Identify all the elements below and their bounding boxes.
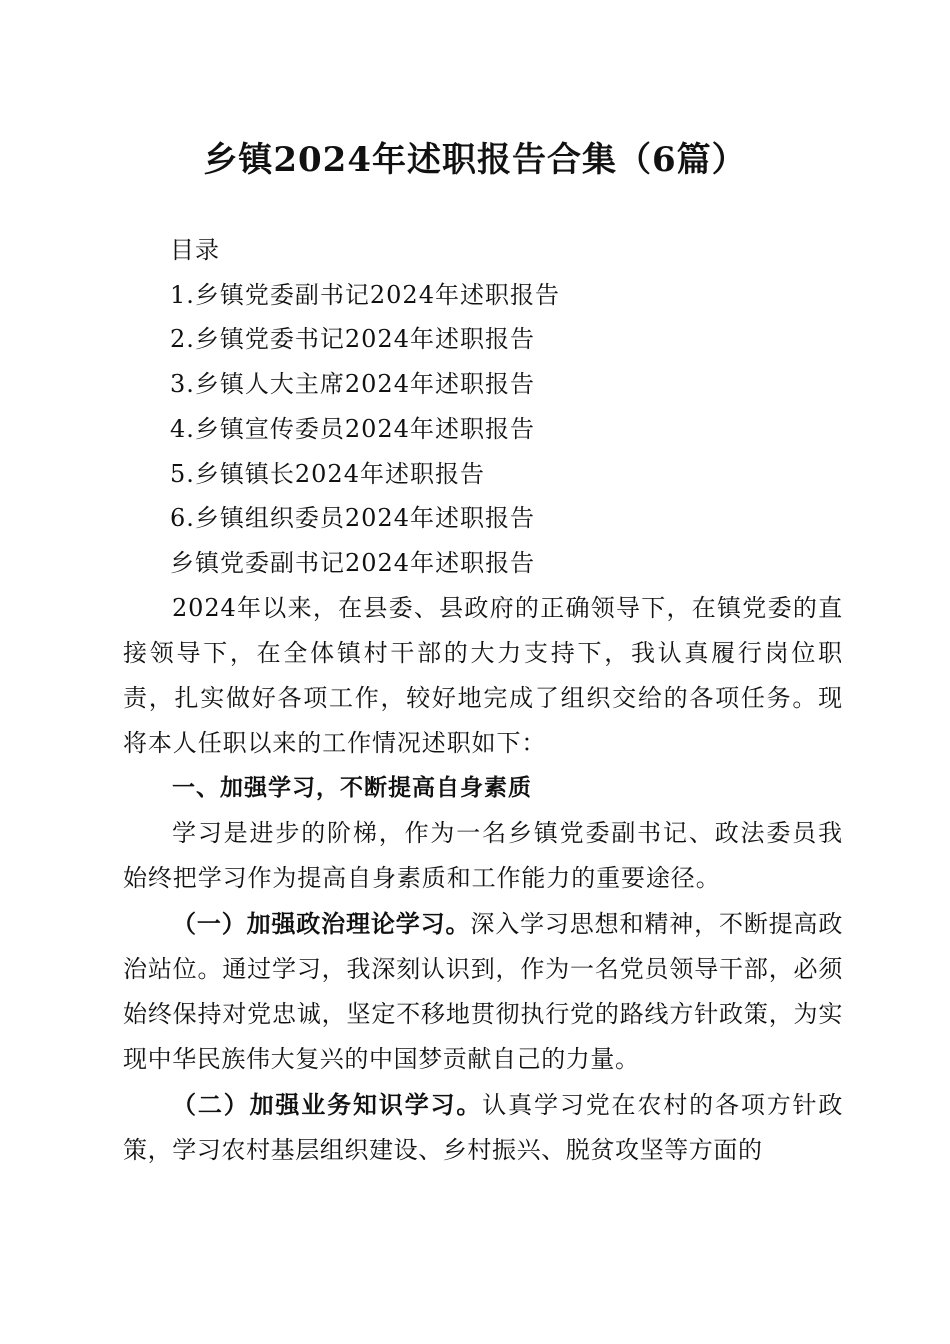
- subsection-paragraph: [123, 1082, 843, 1173]
- toc-item[interactable]: 1.乡镇党委副书记2024年述职报告: [170, 280, 560, 309]
- subsection-lead: （一）加强政治理论学习。: [172, 909, 471, 938]
- toc-item[interactable]: 2.乡镇党委书记2024年述职报告: [170, 325, 535, 354]
- toc-item[interactable]: 6.乡镇组织委员2024年述职报告: [170, 504, 535, 533]
- section-heading: 一、加强学习，不断提高自身素质: [172, 775, 532, 801]
- document-title: 乡镇2024年述职报告合集（6篇）: [203, 140, 747, 180]
- table-of-contents: [170, 228, 870, 586]
- article-title: 乡镇党委副书记2024年述职报告: [170, 548, 536, 577]
- subsection-paragraph: [123, 901, 843, 1082]
- section-paragraph: 学习是进步的阶梯，作为一名乡镇党委副书记、政法委员我始终把学习作为提高自身素质和工作能力的重要途径。: [123, 819, 843, 892]
- article-body: [123, 586, 843, 1173]
- toc-item[interactable]: 4.乡镇宣传委员2024年述职报告: [170, 414, 535, 443]
- intro-paragraph: 2024年以来，在县委、县政府的正确领导下，在镇党委的直接领导下，在全体镇村干部的大力支持下，我认真履行岗位职责，扎实做好各项工作，较好地完成了组织交给的各项任务。现将本人任职以来的工作情况述职如下：: [123, 594, 843, 757]
- toc-item[interactable]: 5.乡镇镇长2024年述职报告: [170, 459, 485, 488]
- toc-heading: 目录: [170, 236, 220, 264]
- subsection-lead: （二）加强业务知识学习。: [172, 1090, 483, 1119]
- subsection-text: 深入学习思想和精神，不断提高政治站位。通过学习，我深刻认识到，作为一名党员领导干部，必须始终保持对党忠诚，坚定不移地贯彻执行党的路线方针政策，为实现中华民族伟大复兴的中国梦贡献自己的力量。: [123, 910, 844, 1073]
- subsection-text: 认真学习党在农村的各项方针政策，学习农村基层组织建设、乡村振兴、脱贫攻坚等方面的: [123, 1091, 844, 1164]
- toc-item[interactable]: 3.乡镇人大主席2024年述职报告: [170, 370, 535, 399]
